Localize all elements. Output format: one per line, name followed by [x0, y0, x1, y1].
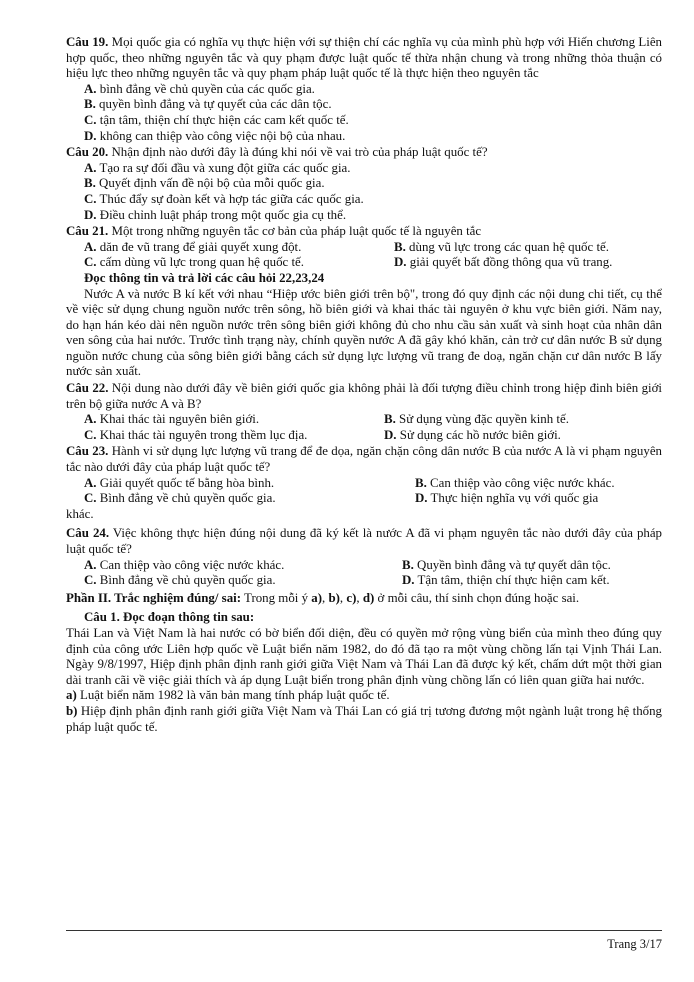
question-22 [66, 381, 662, 412]
options-row [66, 558, 662, 574]
option-text: Giải quyết quốc tế bằng hòa bình. [96, 475, 275, 490]
option-text: dùng vũ lực trong các quan hệ quốc tế. [405, 239, 609, 254]
option-text: giải quyết bất đồng thông qua vũ trang. [406, 255, 613, 270]
options-row [66, 240, 662, 256]
option-key: D. [84, 207, 97, 222]
separator: , [339, 590, 347, 605]
option-text: Quyết định vấn đề nội bộ của mỗi quốc gia. [95, 176, 325, 191]
option-c [66, 113, 662, 129]
option-c [66, 255, 394, 271]
options-row [66, 491, 662, 507]
item-text: Hiệp định phân định ranh giới giữa Việt Nam và Thái Lan có giá trị tương đương một ngành luật trong hệ thống pháp luật quốc tế. [66, 703, 662, 734]
question-23 [66, 444, 662, 475]
option-key: D. [384, 427, 397, 442]
cau-1-heading [66, 610, 662, 626]
option-b [66, 176, 662, 192]
option-d [402, 573, 662, 589]
separator: , [356, 590, 363, 605]
option-key: C. [84, 112, 97, 127]
reading-heading [66, 271, 662, 287]
option-text: Sử dụng các hồ nước biên giới. [396, 427, 561, 442]
option-key: A. [84, 475, 97, 490]
question-text: Một trong những nguyên tắc cơ bản của pháp luật quốc tế là nguyên tắc [108, 224, 482, 239]
question-label: Câu 20. [66, 145, 109, 160]
option-key: A. [84, 412, 97, 427]
question-label: Câu 24. [66, 526, 110, 541]
reading-passage: Nước A và nước B kí kết với nhau “Hiệp ước biên giới trên bộ", trong đó quy định các nội dung chi tiết, cụ thể về việc sử dụng chung nguồn nước trên sông, hồ biên giới và khai thác tài nguyên ở khu vực biên giới. Năm nay, do hạn hán kéo dài nên nguồn nước trên sông biên giới không đủ cho nhu cầu sản xuất và sinh hoạt của nhân dân ven sông của hai nước. Trước tình trạng này, chính quyền nước A đã gây khó khăn, cản trở cư dân nước B sử dụng nguồn nước chung của sông biên giới bằng cách sử dụng lực lượng vũ trang đe doạ, ngăn chặn cư dân nước B lấy nước sản xuất. [66, 286, 662, 379]
option-key: B. [415, 475, 427, 490]
option-text: Khai thác tài nguyên biên giới. [96, 412, 260, 427]
options-row [66, 412, 662, 428]
option-d [66, 129, 662, 145]
option-a [66, 476, 415, 492]
option-key: A. [84, 160, 97, 175]
option-text: không can thiệp vào công việc nội bộ của nhau. [96, 128, 346, 143]
option-a [66, 82, 662, 98]
option-a [66, 240, 394, 256]
option-b [384, 412, 662, 428]
option-key: C. [84, 255, 97, 270]
option-text: cấm dùng vũ lực trong quan hệ quốc tế. [96, 255, 304, 270]
option-key: A. [84, 81, 97, 96]
question-21 [66, 224, 662, 240]
option-d [384, 428, 662, 444]
item-key: d) [362, 590, 375, 605]
option-key: D. [402, 573, 415, 588]
part-2-label: Phần II. Trắc nghiệm đúng/ sai: [66, 590, 242, 605]
part-2-instructions [66, 591, 662, 607]
option-d [394, 255, 662, 271]
option-key: C. [84, 491, 97, 506]
footer-divider [66, 930, 662, 931]
option-key: C. [84, 427, 97, 442]
cau-1-heading-text: Câu 1. Đọc đoạn thông tin sau: [84, 610, 255, 625]
option-b [415, 476, 662, 492]
option-c [66, 428, 384, 444]
option-key: C. [84, 573, 97, 588]
item-key: c) [346, 590, 357, 605]
option-d [66, 208, 662, 224]
question-label: Câu 19. [66, 35, 109, 49]
option-key: D. [415, 491, 428, 506]
options-row [66, 255, 662, 271]
option-text: Can thiệp vào công việc nước khác. [426, 475, 615, 490]
option-text: quyền bình đẳng và tự quyết của các dân tộc. [95, 97, 332, 112]
item-key: b) [66, 703, 78, 718]
option-key: D. [84, 128, 97, 143]
option-c [66, 192, 662, 208]
option-c [66, 573, 402, 589]
question-text: Mọi quốc gia có nghĩa vụ thực hiện với sự thiện chí các nghĩa vụ của mình phù hợp với Hiến chương Liên hợp quốc, theo những nguyên tắc và quy phạm được luật quốc tế thừa nhận chung và trong những thỏa thuận có hiệu lực theo những nguyên tắc và quy phạm pháp luật quốc tế là thực hiện theo nguyên tắc [66, 35, 662, 81]
option-a [66, 161, 662, 177]
option-key: B. [84, 176, 96, 191]
options-row [66, 428, 662, 444]
option-text: Khai thác tài nguyên trong thềm lục địa. [96, 427, 308, 442]
question-text: Nội dung nào dưới đây về biên giới quốc gia không phải là đối tượng điều chỉnh trong hiệp đinh biên giới trên bộ giữa nước A và B? [66, 381, 663, 411]
question-label: Câu 23. [66, 444, 109, 459]
option-text: Tạo ra sự đối đầu và xung đột giữa các quốc gia. [96, 160, 351, 175]
option-text: Quyền bình đẳng và tự quyết dân tộc. [413, 557, 611, 572]
question-text: Nhận định nào dưới đây là đúng khi nói về vai trò của pháp luật quốc tế? [108, 145, 488, 160]
option-text: bình đẳng về chủ quyền của các quốc gia. [96, 81, 315, 96]
page-number: Trang 3/17 [607, 937, 662, 951]
option-text: Thúc đẩy sự đoàn kết và hợp tác giữa các quốc gia. [96, 191, 364, 206]
option-text: Can thiệp vào công việc nước khác. [96, 557, 285, 572]
question-label: Câu 22. [66, 381, 109, 396]
option-key: B. [402, 557, 414, 572]
option-text: Sử dụng vùng đặc quyền kinh tế. [395, 412, 569, 427]
option-text: dăn đe vũ trang để giải quyết xung đột. [96, 239, 302, 254]
option-key: A. [84, 557, 97, 572]
question-label: Câu 21. [66, 224, 109, 239]
option-text: Bình đẳng về chủ quyền quốc gia. [96, 491, 276, 506]
option-a [66, 558, 402, 574]
cau-1-passage: Thái Lan và Việt Nam là hai nước có bờ biển đối diện, đều có quyền mở rộng vùng biển của mình theo đúng quy định của công ước Liên hợp quốc về Luật biển năm 1982, do đó đã tạo ra một vùng chồng lấn tại Vịnh Thái Lan. Ngày 9/8/1997, Hiệp định phân định ranh giới giữa Việt Nam và Thái Lan đã được ký kết, chấm dứt một thời gian dài tranh cãi về việc giải thích và áp dụng Luật biển trong phân định vùng chồng lấn có liên quan giữa hai nước. [66, 625, 662, 687]
question-text: Hành vi sử dụng lực lượng vũ trang để đe dọa, ngăn chặn công dân nước B của nước A là vi phạm nguyên tắc nào dưới đây của pháp luật quốc tế? [66, 444, 662, 475]
option-overflow: khác. [66, 506, 94, 521]
question-24 [66, 526, 662, 557]
option-key: B. [384, 412, 396, 427]
option-c [66, 491, 415, 507]
document-page [66, 34, 662, 735]
option-key: C. [84, 191, 97, 206]
option-key: B. [84, 97, 96, 112]
item-key: a) [311, 590, 322, 605]
option-d [415, 491, 662, 507]
option-b [402, 558, 662, 574]
option-b [394, 240, 662, 256]
option-text: Điều chỉnh luật pháp trong một quốc gia cụ thể. [96, 207, 347, 222]
option-text: tận tâm, thiện chí thực hiện các cam kết quốc tế. [96, 112, 349, 127]
option-text: Tận tâm, thiện chí thực hiện cam kết. [414, 573, 610, 588]
part-2-text: Trong mỗi ý [241, 590, 312, 605]
options-row [66, 573, 662, 589]
separator: , [322, 590, 329, 605]
option-text: Bình đẳng về chủ quyền quốc gia. [96, 573, 276, 588]
question-19 [66, 35, 662, 82]
option-key: B. [394, 239, 406, 254]
item-key: a) [66, 688, 77, 703]
item-text: Luật biển năm 1982 là văn bản mang tính pháp luật quốc tế. [76, 688, 390, 703]
option-text: Thực hiện nghĩa vụ với quốc gia [427, 491, 599, 506]
part-2-text: ở mỗi câu, thí sinh chọn đúng hoặc sai. [374, 590, 580, 605]
option-b [66, 97, 662, 113]
reading-heading-text: Đọc thông tin và trả lời các câu hỏi 22,23,24 [84, 270, 325, 285]
options-row [66, 476, 662, 492]
option-key: A. [84, 239, 97, 254]
item-key: b) [328, 590, 340, 605]
question-text: Việc không thực hiện đúng nội dung đã ký kết là nước A đã vi phạm nguyên tắc nào dưới đây của pháp luật quốc tế? [66, 526, 663, 556]
option-a [66, 412, 384, 428]
option-key: D. [394, 255, 407, 270]
question-20 [66, 145, 662, 161]
statement-b [66, 704, 662, 735]
statement-a [66, 688, 662, 704]
